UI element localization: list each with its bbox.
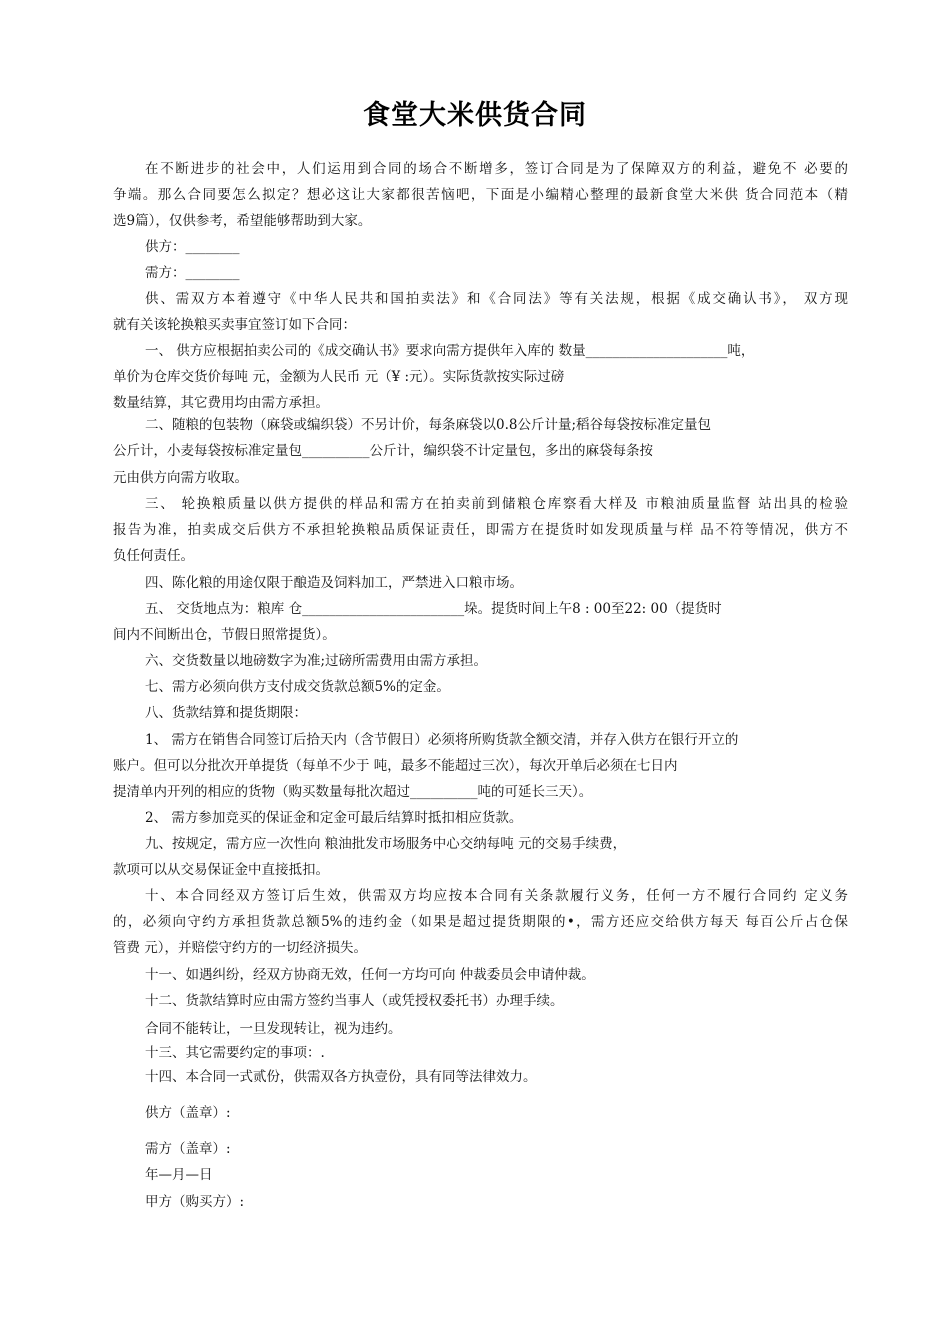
clause-7: 七、需方必须向供方支付成交货款总额5%的定金。 xyxy=(145,679,450,695)
clause-1-line: 一、 供方应根据拍卖公司的《成交确认书》要求向需方提供年入库的 数量_____________________吨， xyxy=(145,343,755,359)
sign-date: 年—月—日 xyxy=(145,1167,213,1183)
clause-10-line: 十、本合同经双方签订后生效，供需双方均应按本合同有关条款履行义务，任何一方不履行合同约 定义务 xyxy=(145,888,848,904)
clause-5-line: 间内不间断出仓，节假日照常提货）。 xyxy=(113,627,336,643)
clause-2-line: 公斤计，小麦每袋按标准定量包__________公斤计，编织袋不计定量包，多出的麻袋每条按 xyxy=(113,443,653,459)
intro-line: 在不断进步的社会中，人们运用到合同的场合不断增多，签订合同是为了保障双方的利益，避免不 必要的 xyxy=(145,161,848,177)
clause-9-line: 款项可以从交易保证金中直接抵扣。 xyxy=(113,862,329,878)
clause-1-line: 单价为仓库交货价每吨 元，金额为人民币 元（¥ :元）。实际货款按实际过磅 xyxy=(113,369,565,385)
clause-14: 十四、本合同一式贰份，供需双各方执壹份，具有同等法律效力。 xyxy=(145,1069,537,1085)
clause-3-line: 负任何责任。 xyxy=(113,548,194,564)
clause-12: 十二、货款结算时应由需方签约当事人（或凭授权委托书）办理手续。 xyxy=(145,993,564,1009)
preamble-line: 供、需双方本着遵守《中华人民共和国拍卖法》和《合同法》等有关法规，根据《成交确认书》， 双方现 xyxy=(145,291,848,307)
supplier-seal: 供方（盖章）: xyxy=(145,1105,231,1121)
clause-3-line: 三、 轮换粮质量以供方提供的样品和需方在拍卖前到储粮仓库察看大样及 市粮油质量监督 站出具的检验 xyxy=(145,496,848,512)
clause-8-1-line: 1、 需方在销售合同签订后拾天内（含节假日）必须将所购货款全额交清，并存入供方在银行开立的 xyxy=(145,732,739,748)
intro-line: 争端。那么合同要怎么拟定？想必这让大家都很苦恼吧，下面是小编精心整理的最新食堂大米供 货合同范本（精 xyxy=(113,187,848,203)
demander-seal: 需方（盖章）: xyxy=(145,1141,231,1157)
clause-11: 十一、如遇纠纷，经双方协商无效，任何一方均可向 仲裁委员会申请仲裁。 xyxy=(145,967,595,983)
clause-6: 六、交货数量以地磅数字为准;过磅所需费用由需方承担。 xyxy=(145,653,488,669)
clause-4: 四、陈化粮的用途仅限于酿造及饲料加工，严禁进入口粮市场。 xyxy=(145,575,523,591)
clause-5-line: 五、 交货地点为：粮库 仓________________________垛。提货时间上午8 : 00至22: 00（提货时 xyxy=(145,601,722,617)
clause-9-line: 九、按规定，需方应一次性向 粮油批发市场服务中心交纳每吨 元的交易手续费， xyxy=(145,836,627,852)
clause-2-line: 元由供方向需方收取。 xyxy=(113,470,248,486)
preamble-line: 就有关该轮换粮买卖事宜签订如下合同： xyxy=(113,317,356,333)
clause-2-line: 二、随粮的包装物（麻袋或编织袋）不另计价，每条麻袋以0.8公斤计量;稻谷每袋按标准定量包 xyxy=(145,417,712,433)
demander-field: 需方：________ xyxy=(145,265,240,281)
clause-8-1-line: 提清单内开列的相应的货物（购买数量每批次超过__________吨的可延长三天）。 xyxy=(113,784,593,800)
clause-13: 十三、其它需要约定的事项：. xyxy=(145,1045,325,1061)
clause-10-line: 管费 元），并赔偿守约方的一切经济损失。 xyxy=(113,940,368,956)
document-title: 食堂大米供货合同 xyxy=(363,100,587,131)
clause-3-line: 报告为准，拍卖成交后供方不承担轮换粮品质保证责任，即需方在提货时如发现质量与样 品不符等情况，供方不 xyxy=(113,522,848,538)
clause-10-line: 的，必须向守约方承担货款总额5%的违约金（如果是超过提货期限的•，需方还应交给供方每天 每百公斤占仓保 xyxy=(113,914,848,930)
intro-line: 选9篇），仅供参考，希望能够帮助到大家。 xyxy=(113,213,372,229)
clause-12-note: 合同不能转让，一旦发现转让，视为违约。 xyxy=(145,1021,402,1037)
clause-1-line: 数量结算，其它费用均由需方承担。 xyxy=(113,395,329,411)
clause-8-2: 2、 需方参加竞买的保证金和定金可最后结算时抵扣相应货款。 xyxy=(145,810,523,826)
party-a: 甲方（购买方）: xyxy=(145,1194,245,1210)
supplier-field: 供方：________ xyxy=(145,239,240,255)
clause-8-1-line: 账户。但可以分批次开单提货（每单不少于 吨，最多不能超过三次），每次开单后必须在七日内 xyxy=(113,758,678,774)
clause-8: 八、货款结算和提货期限： xyxy=(145,705,307,721)
